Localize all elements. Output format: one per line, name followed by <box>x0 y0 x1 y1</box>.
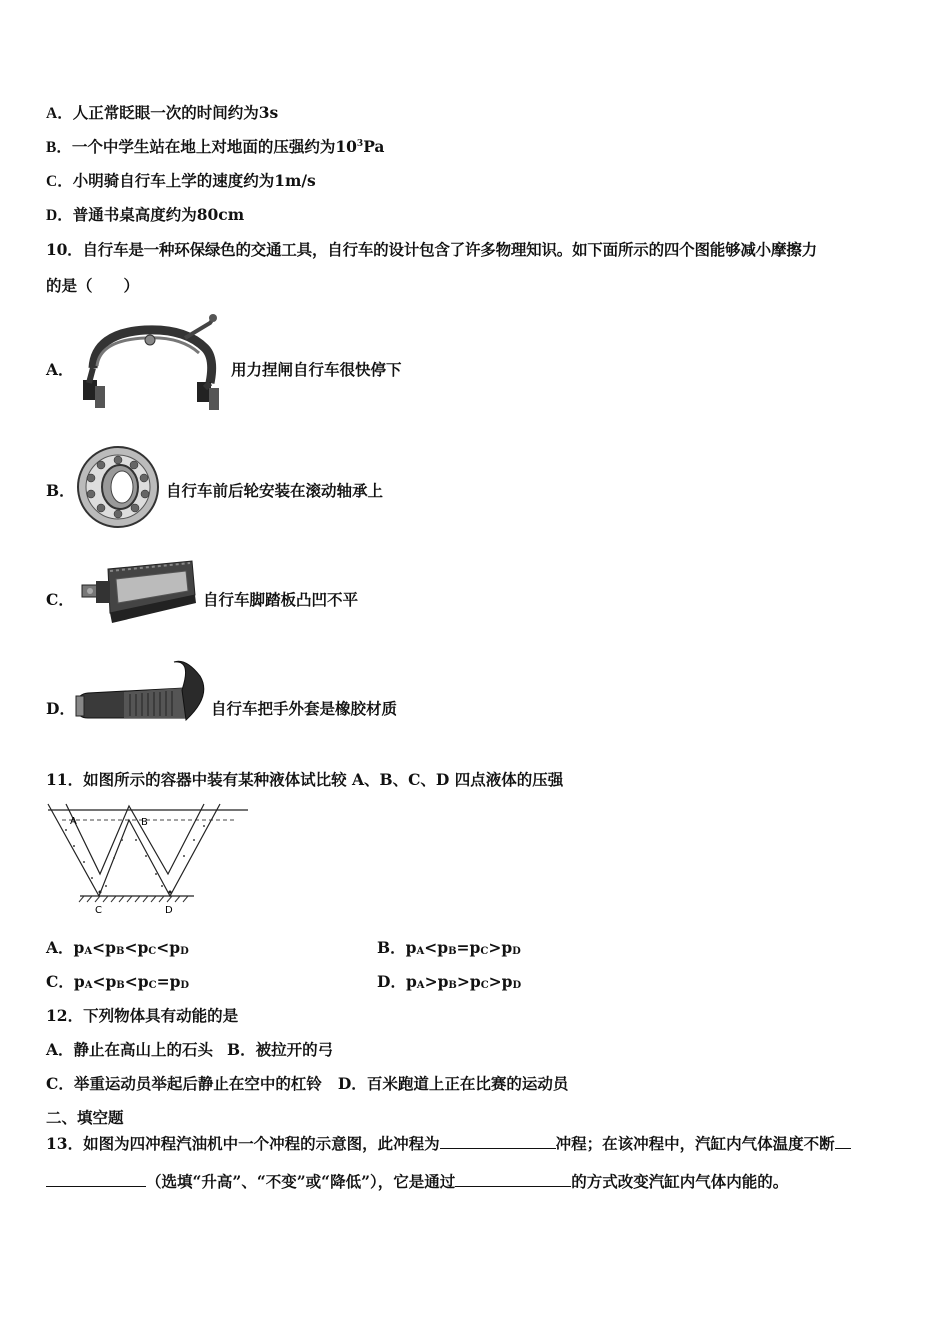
q11-option-a <box>46 938 189 962</box>
q10-option-a-label: A． <box>46 360 74 379</box>
symbol: p <box>105 938 116 957</box>
q9-option-a <box>46 103 278 124</box>
answer-blank-3[interactable] <box>455 1172 571 1187</box>
subscript: B <box>116 980 125 991</box>
subscript: B <box>448 946 457 957</box>
container-figure <box>44 800 254 918</box>
symbol: p <box>469 938 481 957</box>
option-text: 百米跑道上正在比赛的运动员 <box>366 1074 569 1093</box>
relation: < <box>92 972 106 991</box>
exponent: 3 <box>356 139 364 149</box>
q9-option-c <box>46 171 316 192</box>
option-text: 静止在高山上的石头 <box>73 1040 214 1059</box>
q12-stem: 12．下列物体具有动能的是 <box>46 1006 239 1025</box>
option-text: 被拉开的弓 <box>255 1040 334 1059</box>
unit: Pa <box>363 137 385 156</box>
q13-text-part2: 冲程；在该冲程中，汽缸内气体温度不断 <box>555 1134 835 1153</box>
point-b-label: B <box>141 817 148 828</box>
q11-stem: 11．如图所示的容器中装有某种液体试比较 A、B、C、D 四点液体的压强 <box>46 770 564 789</box>
option-label: B． <box>377 938 406 957</box>
subscript: C <box>480 980 489 991</box>
relation: > <box>424 972 438 991</box>
relation: < <box>156 938 170 957</box>
subscript: B <box>448 980 457 991</box>
q10-stem-line1: 10．自行车是一种环保绿色的交通工具，自行车的设计包含了许多物理知识。如下面所示的四个图能够减小摩擦力 <box>46 240 817 259</box>
option-label: D． <box>377 972 406 991</box>
symbol: p <box>437 938 449 957</box>
subscript: A <box>84 946 93 957</box>
option-label: B． <box>227 1040 256 1059</box>
q10-option-d-text: 自行车把手外套是橡胶材质 <box>211 699 398 718</box>
symbol: p <box>405 938 417 957</box>
relation: < <box>424 938 438 957</box>
q12-options-ab <box>46 1040 333 1060</box>
q9-option-b <box>46 137 384 158</box>
option-text: 一个中学生站在地上对地面的压强约为10 <box>71 137 357 156</box>
subscript: A <box>84 980 93 991</box>
bearing-image <box>76 446 160 528</box>
relation: < <box>92 938 106 957</box>
relation: = <box>456 938 470 957</box>
q10-option-c-label: C． <box>46 590 74 609</box>
subscript: C <box>480 946 489 957</box>
q9-option-d <box>46 205 244 226</box>
option-label: C． <box>46 972 74 991</box>
subscript: A <box>416 946 425 957</box>
symbol: p <box>73 972 85 991</box>
subscript: D <box>180 980 190 991</box>
subscript: D <box>512 946 521 957</box>
subscript: C <box>148 980 157 991</box>
option-label: D． <box>46 207 73 224</box>
relation: > <box>488 972 502 991</box>
handlebar-grip-image <box>74 656 210 728</box>
option-label: C． <box>46 1074 74 1093</box>
option-text: 小明骑自行车上学的速度约为1m/s <box>72 171 316 190</box>
symbol: p <box>469 972 481 991</box>
q10-option-d-label: D． <box>46 699 75 718</box>
symbol: p <box>169 938 181 957</box>
pedal-image <box>80 555 198 627</box>
q11-option-b <box>377 938 521 962</box>
option-label: B． <box>46 139 72 156</box>
option-label: D． <box>337 1074 367 1093</box>
q10-option-b-text: 自行车前后轮安装在滚动轴承上 <box>166 481 384 500</box>
q13-line1 <box>46 1134 851 1154</box>
q11-option-c <box>46 972 189 996</box>
q13-text-part1: 13．如图为四冲程汽油机中一个冲程的示意图，此冲程为 <box>46 1134 440 1153</box>
relation: > <box>456 972 470 991</box>
q10-option-c-text: 自行车脚踏板凸凹不平 <box>203 590 359 609</box>
q10-option-b-label: B． <box>46 481 75 500</box>
symbol: p <box>73 938 85 957</box>
q10-stem-line2: 的是（ ） <box>46 276 140 295</box>
q13-text-part3: （选填“升高”、“不变”或“降低”），它是通过 <box>146 1172 456 1191</box>
answer-blank-2[interactable] <box>835 1134 851 1149</box>
q13-text-part4: 的方式改变汽缸内气体内能的。 <box>571 1172 789 1191</box>
symbol: p <box>437 972 449 991</box>
symbol: p <box>137 938 149 957</box>
subscript: D <box>180 946 189 957</box>
relation: = <box>156 972 170 991</box>
section-title: 二、填空题 <box>46 1108 124 1127</box>
q11-option-d <box>377 972 521 996</box>
symbol: p <box>105 972 117 991</box>
brake-image <box>75 308 225 413</box>
option-text: 普通书桌高度约为80cm <box>72 205 245 224</box>
answer-blank-1[interactable] <box>440 1134 556 1149</box>
option-label: A． <box>46 1040 74 1059</box>
symbol: p <box>137 972 149 991</box>
q12-options-cd <box>46 1074 568 1094</box>
point-a-label: A <box>70 816 77 827</box>
answer-blank-2-cont[interactable] <box>46 1172 146 1187</box>
option-text: 人正常眨眼一次的时间约为3s <box>72 103 279 122</box>
q13-line2 <box>46 1172 788 1192</box>
subscript: D <box>512 980 522 991</box>
point-d-label: D <box>165 905 173 916</box>
symbol: p <box>501 938 513 957</box>
subscript: C <box>148 946 157 957</box>
option-label: A． <box>46 105 73 122</box>
point-c-label: C <box>95 905 102 916</box>
symbol: p <box>405 972 417 991</box>
subscript: B <box>115 946 125 957</box>
subscript: A <box>416 980 425 991</box>
option-label: A． <box>46 938 74 957</box>
option-text: 举重运动员举起后静止在空中的杠铃 <box>73 1074 322 1093</box>
relation: < <box>124 938 138 957</box>
symbol: p <box>501 972 513 991</box>
relation: > <box>488 938 502 957</box>
q10-option-a-text: 用力捏闸自行车很快停下 <box>231 360 402 379</box>
symbol: p <box>169 972 181 991</box>
relation: < <box>124 972 138 991</box>
option-label: C． <box>46 173 73 190</box>
